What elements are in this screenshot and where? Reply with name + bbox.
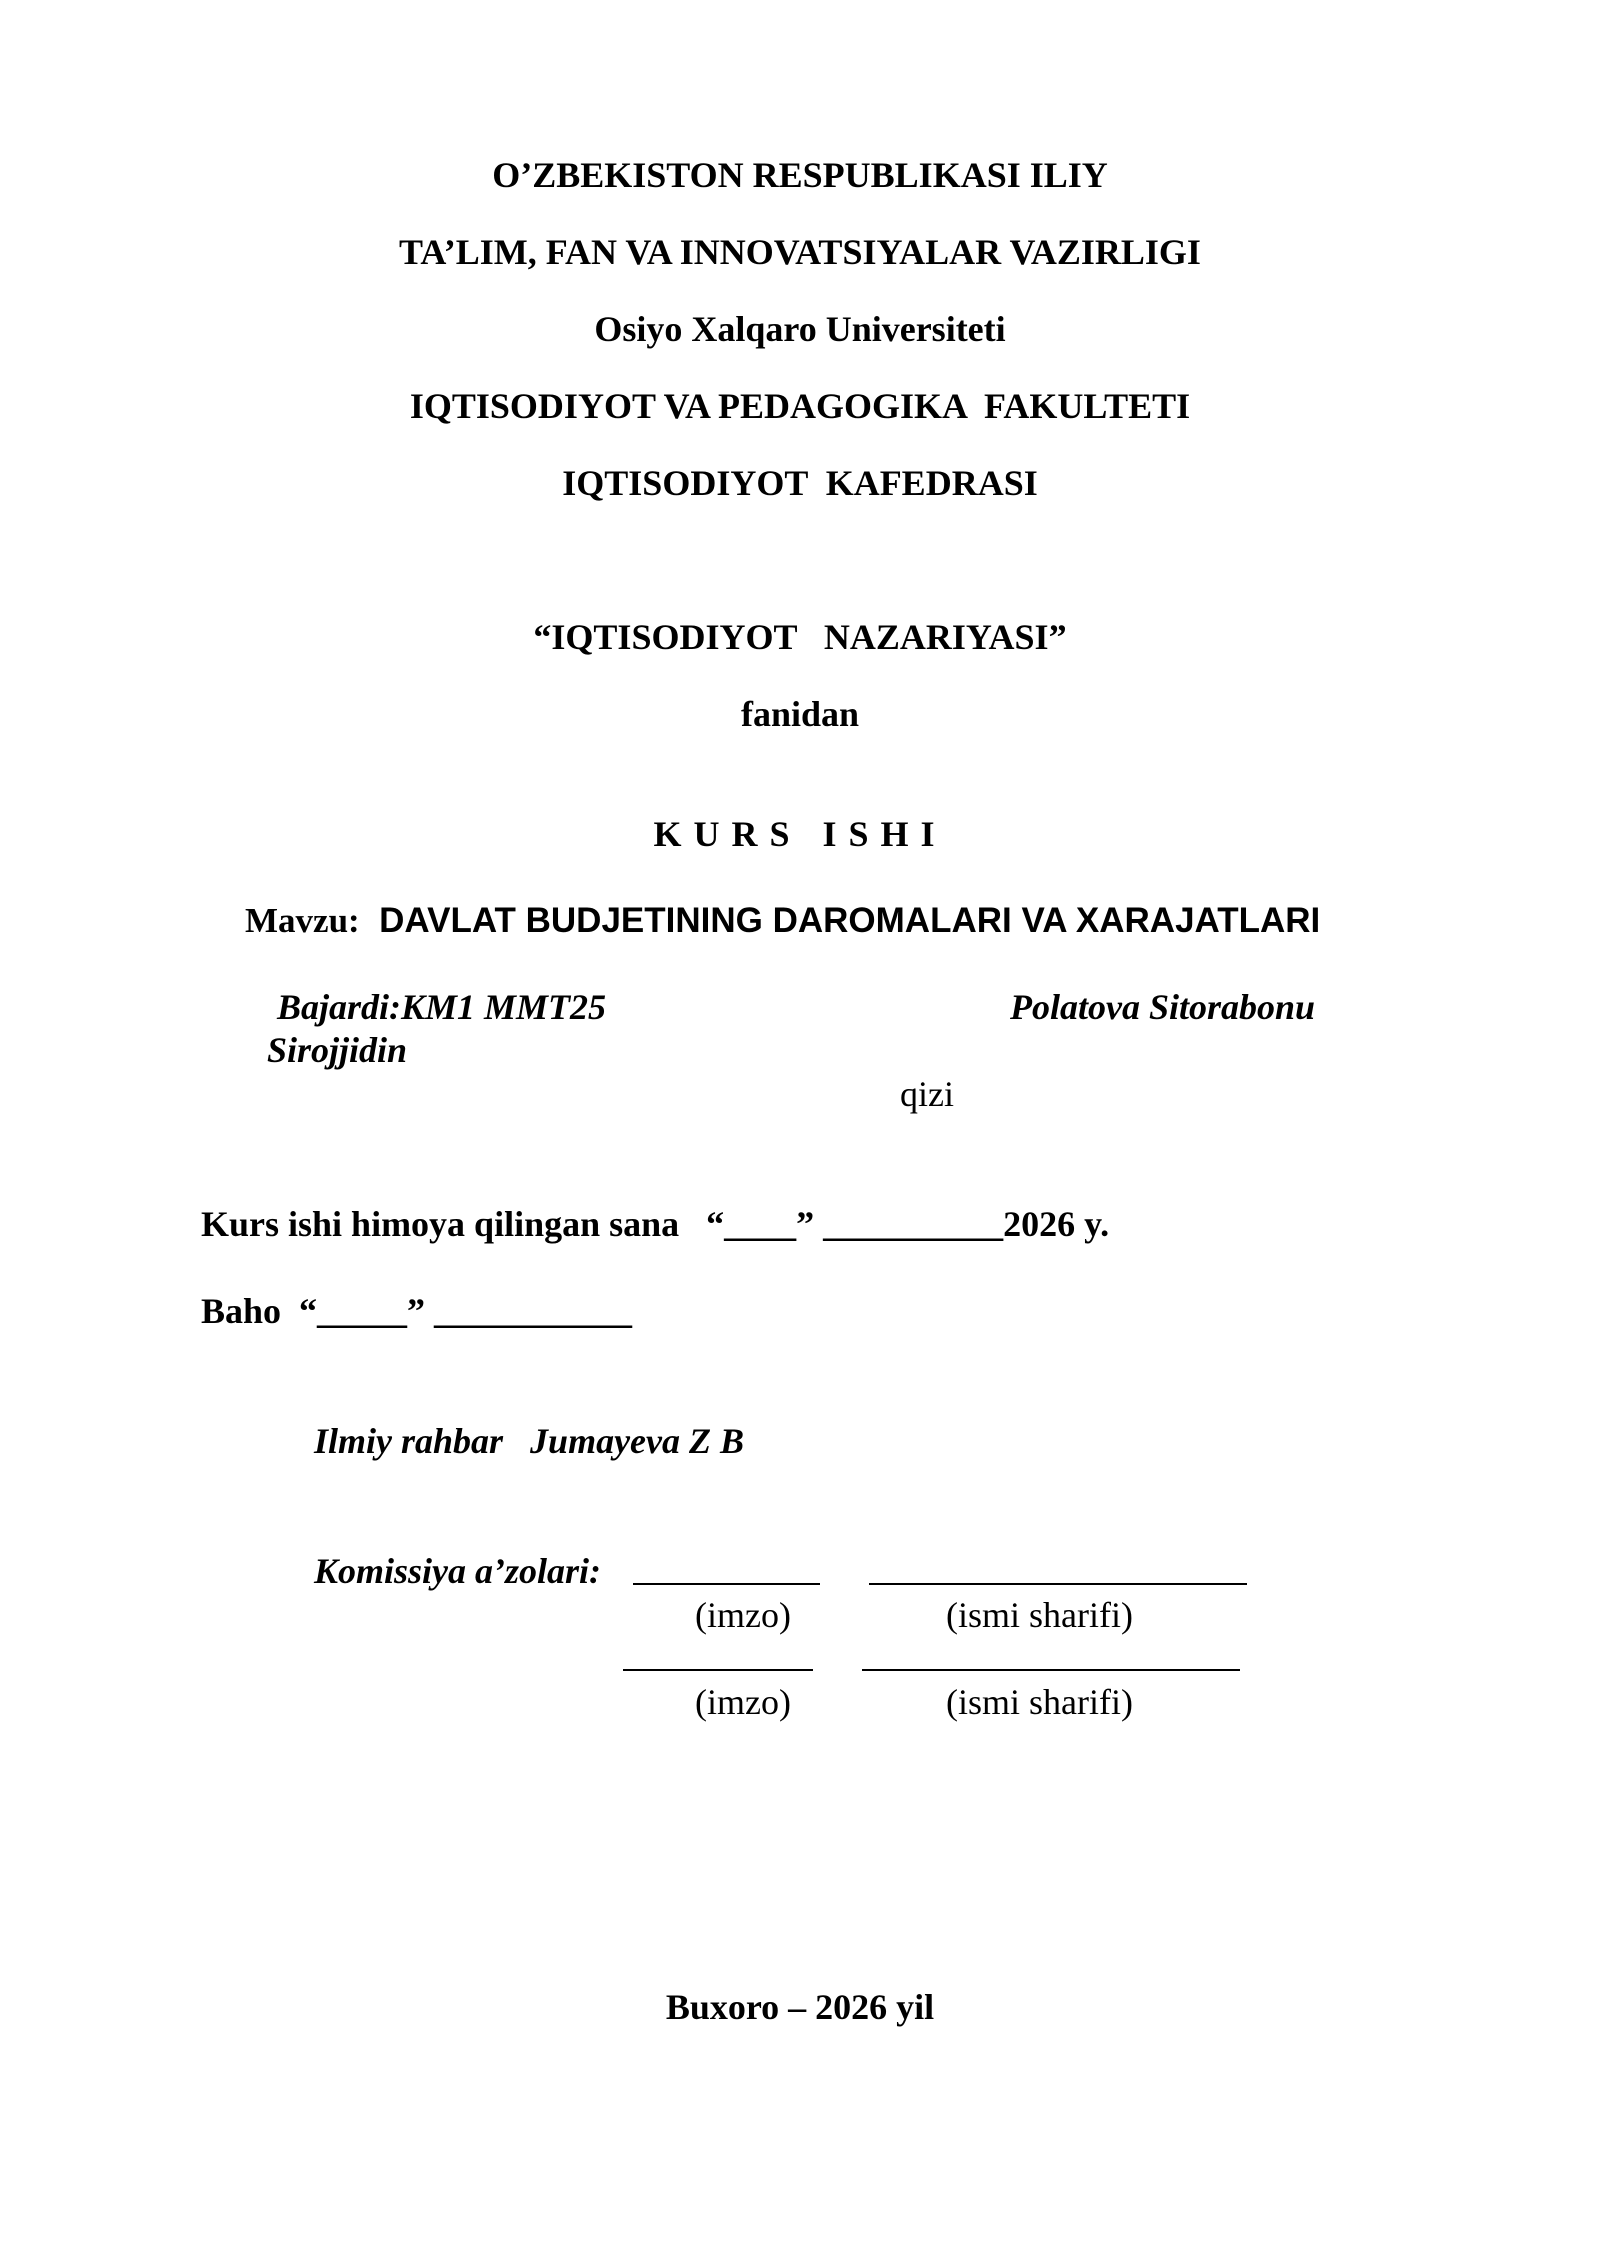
defense-year: 2026 y.: [1003, 1204, 1110, 1244]
supervisor-name: Jumayeva Z B: [530, 1421, 745, 1461]
subject-title: “IQTISODIYOT NAZARIYASI”: [533, 617, 1067, 657]
department-name: IQTISODIYOT KAFEDRASI: [562, 463, 1038, 503]
commission-name-line-2: [862, 1669, 1240, 1671]
grade-quote: “_____”: [299, 1291, 426, 1331]
commission-sign-caption-2: (imzo): [695, 1682, 791, 1722]
footer-place-year: Buxoro – 2026 yil: [665, 1987, 935, 2027]
grade-line: [201, 1289, 632, 1333]
topic-line: [245, 899, 1320, 943]
author-name: Polatova Sitorabonu: [1010, 987, 1316, 1027]
faculty-name: IQTISODIYOT VA PEDAGOGIKA FAKULTETI: [409, 386, 1191, 426]
ministry-line-1: O’ZBEKISTON RESPUBLIKASI ILIY: [492, 155, 1108, 195]
commission-name-line-1: [869, 1583, 1247, 1585]
defense-date-line: [201, 1202, 1109, 1246]
defense-date-label: Kurs ishi himoya qilingan sana: [201, 1204, 680, 1244]
commission-sign-caption-1: (imzo): [695, 1595, 791, 1635]
commission-name-caption-2: (ismi sharifi): [946, 1682, 1133, 1722]
supervisor-label: Ilmiy rahbar: [314, 1421, 504, 1461]
defense-date-blank: __________: [823, 1204, 1004, 1244]
defense-date-quote: “____”: [706, 1204, 815, 1244]
grade-blank: ___________: [434, 1291, 633, 1331]
supervisor-line: [314, 1419, 744, 1463]
author-suffix: qizi: [900, 1074, 954, 1114]
author-group-label: Bajardi:KM1 MMT25: [277, 987, 607, 1027]
university-name: Osiyo Xalqaro Universiteti: [594, 309, 1006, 349]
ministry-line-2: TA’LIM, FAN VA INNOVATSIYALAR VAZIRLIGI: [399, 232, 1201, 272]
author-name-second: Sirojjidin: [267, 1030, 408, 1070]
commission-label: Komissiya a’zolari:: [314, 1551, 602, 1591]
work-type-heading: KURS ISHI: [653, 814, 947, 854]
subject-from-label: fanidan: [740, 694, 860, 734]
topic-label: Mavzu:: [245, 901, 360, 940]
commission-name-caption-1: (ismi sharifi): [946, 1595, 1133, 1635]
topic-text: DAVLAT BUDJETINING DAROMALARI VA XARAJATLARI: [379, 901, 1321, 940]
grade-label: Baho: [201, 1291, 282, 1331]
commission-sign-line-2: [623, 1669, 813, 1671]
commission-sign-line-1: [633, 1583, 820, 1585]
